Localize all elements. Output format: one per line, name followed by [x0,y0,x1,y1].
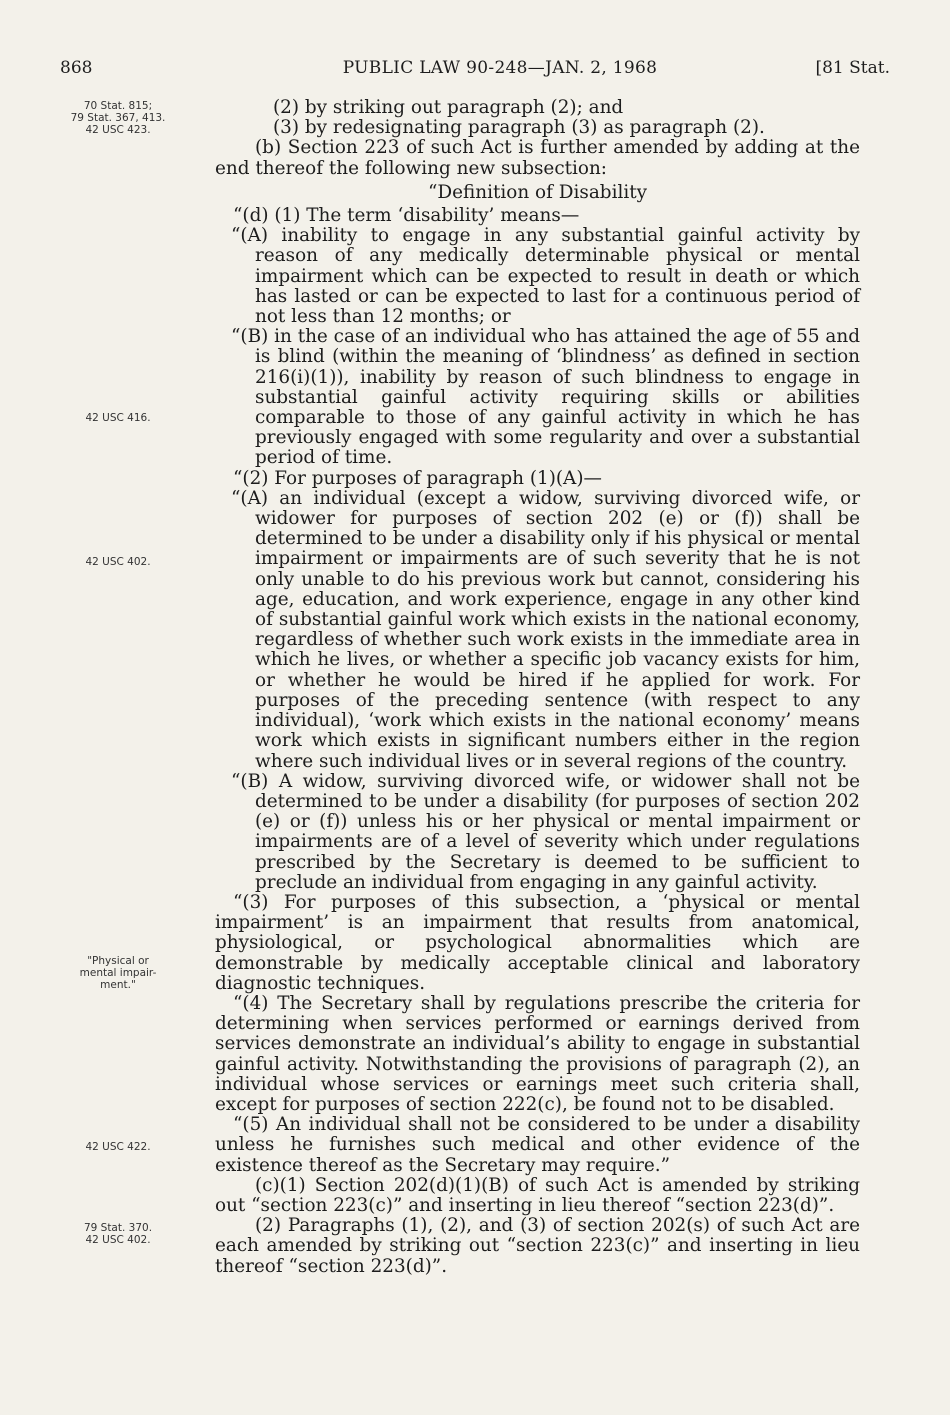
margin-note-citation [58,100,178,136]
paragraph: “(5) An individual shall not be considered to be under a disability unless he furnishes such medical and other evidence of the existence thereof as the Secretary may require.” [215,1114,860,1176]
paragraph: (b) Section 223 of such Act is further amended by adding at the end thereof the following new subsection: [215,137,860,179]
paragraph: (c)(1) Section 202(d)(1)(B) of such Act is amended by striking out “section 223(c)” and inserting in lieu thereof “section 223(d)”. [215,1174,860,1216]
margin-note-citation [58,412,178,424]
margin-note-line: 70 Stat. 815; [83,100,153,112]
margin-note-line: mental impair- [79,967,157,979]
paragraph: “(3) For purposes of this subsection, a ‘physical or mental impairment’ is an impairment that results from anatomical, physiological, or psychological abnormalities which are demonstrable by medically acceptable clinical and laboratory diagnostic techniques. [215,891,860,994]
paragraph: (2) by striking out paragraph (2); and [273,97,624,118]
page-number: 868 [60,58,93,78]
margin-note-definition [58,955,178,991]
margin-note-citation [58,1141,178,1153]
margin-note-line: ment." [100,979,136,991]
paragraph: “(A) inability to engage in any substantial gainful activity by reason of any medically determinable physical or mental impairment which can be expected to result in death or which has lasted or can be expected to last for a continuous period of not less than 12 months; or [231,225,860,328]
margin-note-line: 42 USC 402. [85,556,151,568]
section-heading: “Definition of Disability [427,181,647,203]
margin-note-citation [58,1222,178,1246]
paragraph: “(4) The Secretary shall by regulations prescribe the criteria for determining when services performed or earnings derived from services demonstrate an individual’s ability to engage in substantial gainful activity. Notwithstanding the provisions of paragraph (2), an individual whose services or earnings meet such criteria shall, except for purposes of section 222(c), be found not to be disabled. [215,992,860,1115]
paragraph: “(B) in the case of an individual who has attained the age of 55 and is blind (within the meaning of ‘blindness’ as defined in section 216(i)(1)), inability by reason of such blindness to engage in substantial gainful activity requiring skills or abilities comparable to those of any gainful activity in which he has previously engaged with some regularity and over a substantial period of time. [231,326,860,469]
paragraph: “(2) For purposes of paragraph (1)(A)— [233,467,602,489]
volume-citation: [81 Stat. [815,58,890,78]
paragraph: (3) by redesignating paragraph (3) as paragraph (2). [273,117,765,139]
margin-note-line: 79 Stat. 370. [83,1222,153,1234]
paragraph: (2) Paragraphs (1), (2), and (3) of section 202(s) of such Act are each amended by striking out “section 223(c)” and inserting in lieu thereof “section 223(d)”. [215,1215,860,1277]
page-header [0,58,950,84]
margin-note-line: 42 USC 422. [85,1141,151,1153]
margin-note-line: 79 Stat. 367, 413. [70,112,166,124]
law-text [215,98,860,1277]
margin-note-line: 42 USC 423. [85,124,151,136]
paragraph: “(d) (1) The term ‘disability’ means— [233,205,580,227]
margin-note-line: 42 USC 416. [85,412,151,424]
paragraph: “(A) an individual (except a widow, surviving divorced wife, or widower for purposes of section 202 (e) or (f)) shall be determined to be under a disability only if his physical or mental impairment or impairments are of such severity that he is not only unable to do his previous work but cannot, considering his age, education, and work experience, engage in any other kind of substantial gainful work which exists in the national economy, regardless of whether such work exists in the immediate area in which he lives, or whether a specific job vacancy exists for him, or whether he would be hired if he applied for work. For purposes of the preceding sentence (with respect to any individual), ‘work which exists in the national economy’ means work which exists in significant numbers either in the region where such individual lives or in several regions of the country. [231,487,860,772]
paragraph: “(B) A widow, surviving divorced wife, or widower shall not be determined to be under a disability (for purposes of section 202 (e) or (f)) unless his or her physical or mental impairment or impairments are of a level of severity which under regulations prescribed by the Secretary is deemed to be sufficient to preclude an individual from engaging in any gainful activity. [231,770,860,893]
running-title: PUBLIC LAW 90-248—JAN. 2, 1968 [342,58,658,78]
margin-note-citation [58,556,178,568]
margin-note-line: "Physical or [87,955,149,967]
margin-note-line: 42 USC 402. [85,1234,151,1246]
